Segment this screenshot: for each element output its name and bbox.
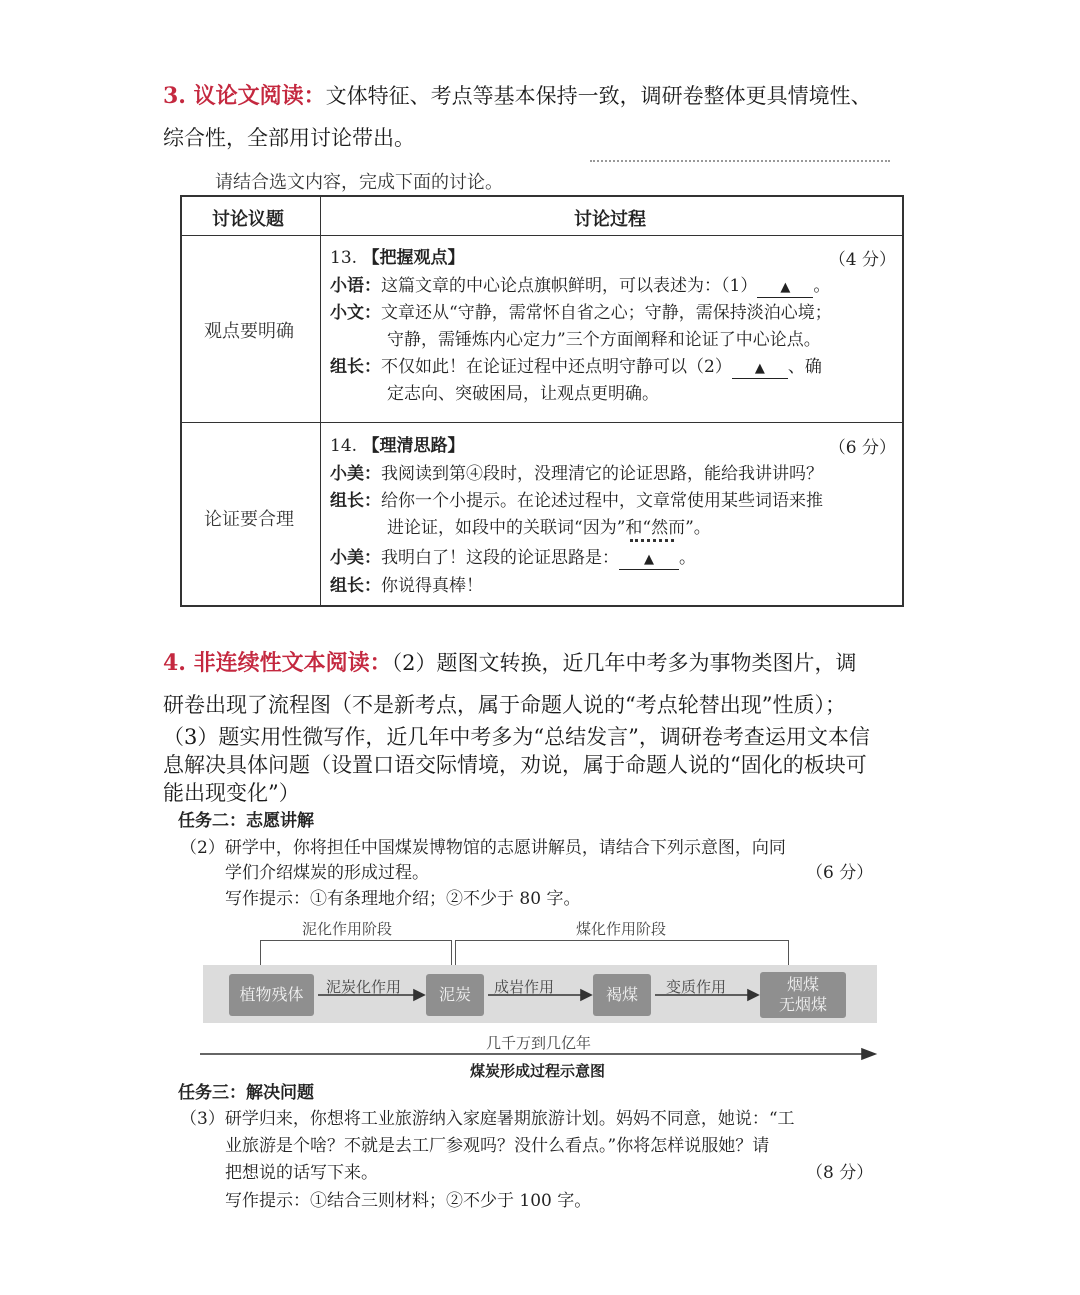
header-topic: 讨论议题 (212, 209, 284, 230)
arrow-2-head (581, 990, 591, 1000)
task3-para3: 把想说的话写下来。 (225, 1163, 378, 1183)
task3-para1: （3）研学归来，你想将工业旅游纳入家庭暑期旅游计划。妈妈不同意，她说：“工 (180, 1109, 795, 1129)
row2-text4: 你说得真棒！ (381, 576, 483, 596)
section3-line2: 综合性，全部用讨论带出。 (163, 126, 415, 150)
row2-line3: 进论证，如段中的关联词“因为”和“然而”。 (387, 518, 711, 538)
speaker-leader: 组长： (330, 576, 381, 596)
answer-blank: ▲ (757, 279, 813, 298)
answer-blank: ▲ (619, 551, 679, 570)
node-anthracite: 无烟煤 (778, 995, 827, 1014)
stage2-label: 煤化作用阶段 (572, 918, 670, 939)
section4-heading: 4. 非连续性文本阅读： (163, 650, 392, 676)
row1-text2: 文章还从“守静，需常怀自省之心；守静，需保持淡泊心境； (381, 303, 832, 323)
speaker-leader: 组长： (330, 491, 381, 511)
speaker-leader: 组长： (330, 357, 381, 377)
q14-title: 【理清思路】 (362, 436, 465, 456)
section4-line4: 息解决具体问题（设置口语交际情境，劝说，属于命题人说的“固化的板块可 (163, 753, 867, 777)
section3-text1: 文体特征、考点等基本保持一致，调研卷整体更具情境性、 (325, 84, 872, 108)
section4-line2: 研卷出现了流程图（不是新考点，属于命题人说的“考点轮替出现”性质）； (163, 693, 846, 717)
row1-text3: 不仅如此！在论证过程中还点明守静可以（2） (381, 357, 732, 377)
task2-hint: 写作提示：①有条理地介绍；②不少于 80 字。 (225, 889, 581, 909)
header-process: 讨论过程 (574, 209, 646, 230)
section4-line3: （3）题实用性微写作，近几年中考多为“总结发言”，调研卷考查运用文本信 (163, 725, 870, 749)
task3-title-text: 任务三：解决问题 (178, 1083, 314, 1103)
q13-title: 【把握观点】 (362, 248, 465, 268)
node-peat: 泥炭 (426, 974, 484, 1016)
speaker-xiaowen: 小文： (330, 303, 381, 323)
row1-line5: 定志向、突破困局，让观点更明确。 (387, 384, 659, 404)
diagram-caption: 煤炭形成过程示意图 (470, 1062, 606, 1080)
task3-title (178, 1080, 314, 1107)
timeline-label: 几千万到几亿年 (486, 1034, 592, 1052)
row1-text3-end: 、确 (787, 357, 822, 377)
section3-heading: 3. 议论文阅读： (163, 83, 326, 109)
answer-blank: ▲ (732, 360, 788, 379)
arrow-1-head (414, 990, 424, 1000)
row1-text1: 这篇文章的中心论点旗帜鲜明，可以表述为：（1） (381, 276, 758, 296)
timeline-head (862, 1049, 875, 1059)
q14-score: （6 分） (828, 438, 896, 458)
row1-text1-end: 。 (813, 276, 831, 296)
row1-topic: 观点要明确 (204, 321, 294, 342)
row2-topic: 论证要合理 (204, 509, 294, 530)
task3-score: （8 分） (806, 1163, 874, 1183)
section4-line5: 能出现变化”） (163, 781, 300, 805)
arrow-label-diagenesis: 成岩作用 (494, 978, 555, 996)
row1-line3: 守静，需锤炼内心定力”三个方面阐释和论证了中心论点。 (387, 330, 821, 350)
q13-number: 13. (330, 248, 358, 268)
node-plant-remains: 植物残体 (229, 974, 314, 1016)
arrow-label-peatification: 泥炭化作用 (326, 978, 402, 996)
arrow-label-metamorphism: 变质作用 (666, 978, 727, 996)
row2-text3-end: 。 (679, 548, 696, 568)
row2-text1: 我阅读到第④段时，没理清它的论证思路，能给我讲讲吗？ (381, 464, 823, 484)
q13-score: （4 分） (828, 250, 896, 270)
task3-para2: 业旅游是个啥？不就是去工厂参观吗？没什么看点。”你将怎样说服她？请 (225, 1136, 770, 1156)
node-lignite: 褐煤 (593, 974, 651, 1016)
speaker-xiaomei: 小美： (330, 548, 381, 568)
speaker-xiaoyu: 小语： (330, 276, 381, 296)
arrow-3-head (748, 990, 758, 1000)
section4-text1: （2）题图文转换，近几年中考多为事物类图片，调 (391, 651, 857, 675)
row2-text2: 给你一个小提示。在论述过程中，文章常使用某些词语来推 (381, 491, 823, 511)
node-bituminous: 烟煤 (786, 975, 819, 994)
task3-hint: 写作提示：①结合三则材料；②不少于 100 字。 (225, 1191, 592, 1211)
task2-para1: （2）研学中，你将担任中国煤炭博物馆的志愿讲解员，请结合下列示意图，向同 (180, 838, 786, 858)
discussion-instruction: 请结合选文内容，完成下面的讨论。 (215, 172, 503, 193)
task2-score: （6 分） (806, 863, 874, 883)
stage1-label: 泥化作用阶段 (298, 918, 396, 939)
speaker-xiaomei: 小美： (330, 464, 381, 484)
task2-para2: 学们介绍煤炭的形成过程。 (225, 863, 429, 883)
row2-text3: 我明白了！这段的论证思路是： (381, 548, 619, 568)
task2-title-text: 任务二：志愿讲解 (178, 811, 314, 831)
q14-number: 14. (330, 436, 358, 456)
